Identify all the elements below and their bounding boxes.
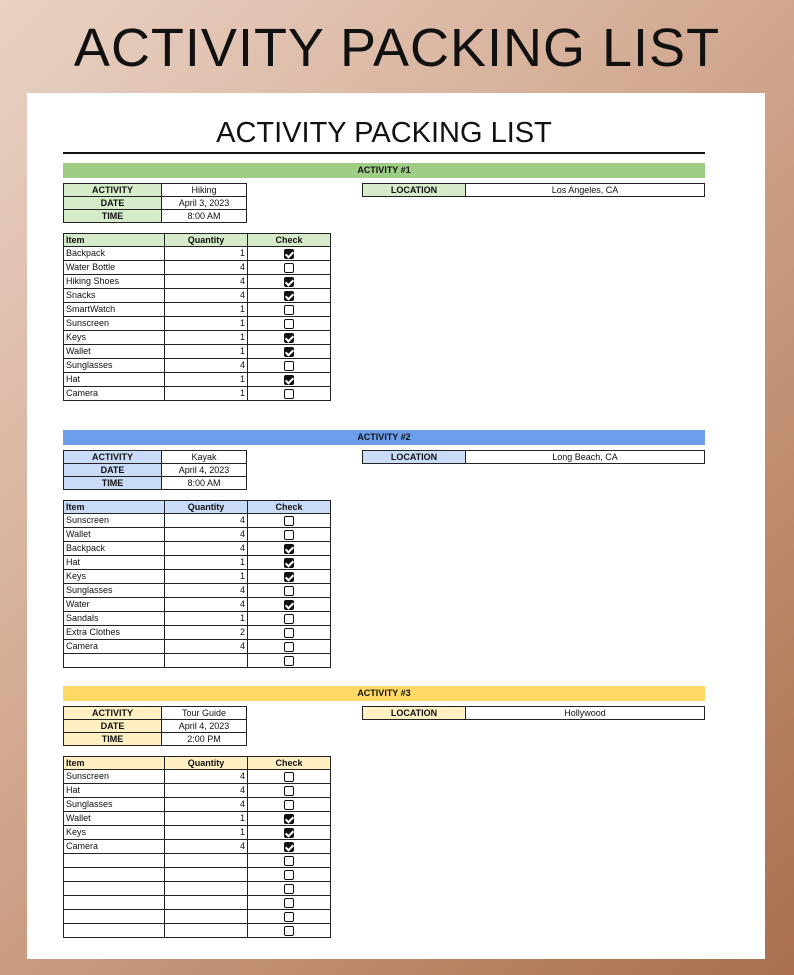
item-name-cell[interactable]: Sunscreen (64, 514, 165, 528)
checkbox-unchecked[interactable] (284, 516, 294, 526)
time-row (64, 477, 247, 490)
item-row (64, 612, 331, 626)
item-name-cell[interactable] (64, 896, 165, 910)
item-quantity-cell[interactable]: 1 (165, 556, 248, 570)
item-row (64, 303, 331, 317)
item-check-cell (248, 556, 331, 570)
item-quantity-cell[interactable]: 4 (165, 359, 248, 373)
item-name-cell[interactable]: Wallet (64, 528, 165, 542)
item-row (64, 570, 331, 584)
check-column-header: Check (248, 234, 331, 247)
item-row (64, 896, 331, 910)
item-quantity-cell[interactable]: 4 (165, 275, 248, 289)
checkbox-unchecked[interactable] (284, 586, 294, 596)
item-name-cell[interactable]: Hat (64, 556, 165, 570)
activity-value[interactable]: Tour Guide (162, 707, 247, 720)
activity-section-2 (63, 430, 705, 676)
item-check-cell (248, 812, 331, 826)
activity-value[interactable]: Hiking (162, 184, 247, 197)
item-name-cell[interactable]: Keys (64, 826, 165, 840)
item-row (64, 840, 331, 854)
location-table (362, 450, 705, 464)
item-column-header: Item (64, 757, 165, 770)
item-check-cell (248, 910, 331, 924)
item-name-cell[interactable]: Snacks (64, 289, 165, 303)
checkbox-unchecked[interactable] (284, 642, 294, 652)
item-row (64, 854, 331, 868)
checkbox-unchecked[interactable] (284, 786, 294, 796)
checkbox-unchecked[interactable] (284, 800, 294, 810)
item-quantity-cell[interactable]: 4 (165, 542, 248, 556)
quantity-column-header: Quantity (165, 501, 248, 514)
checkbox-checked[interactable] (284, 828, 294, 838)
checkbox-unchecked[interactable] (284, 898, 294, 908)
checkbox-unchecked[interactable] (284, 628, 294, 638)
checkbox-checked[interactable] (284, 544, 294, 554)
item-row (64, 373, 331, 387)
item-quantity-cell[interactable]: 1 (165, 317, 248, 331)
item-quantity-cell[interactable]: 1 (165, 247, 248, 261)
item-name-cell[interactable]: SmartWatch (64, 303, 165, 317)
checkbox-unchecked[interactable] (284, 614, 294, 624)
item-quantity-cell[interactable] (165, 882, 248, 896)
activity-row (64, 451, 247, 464)
activity-label: ACTIVITY (64, 451, 162, 464)
item-check-cell (248, 924, 331, 938)
time-row (64, 733, 247, 746)
item-check-cell (248, 528, 331, 542)
location-label: LOCATION (363, 184, 466, 197)
checkbox-unchecked[interactable] (284, 870, 294, 880)
item-quantity-cell[interactable] (165, 896, 248, 910)
item-check-cell (248, 570, 331, 584)
item-check-cell (248, 331, 331, 345)
item-check-cell (248, 387, 331, 401)
item-name-cell[interactable]: Hat (64, 784, 165, 798)
item-name-cell[interactable]: Camera (64, 840, 165, 854)
item-name-cell[interactable]: Sunglasses (64, 359, 165, 373)
item-name-cell[interactable]: Hat (64, 373, 165, 387)
time-row (64, 210, 247, 223)
item-quantity-cell[interactable]: 4 (165, 514, 248, 528)
item-name-cell[interactable]: Water Bottle (64, 261, 165, 275)
checkbox-checked[interactable] (284, 558, 294, 568)
checkbox-checked[interactable] (284, 333, 294, 343)
item-name-cell[interactable]: Camera (64, 640, 165, 654)
item-row (64, 640, 331, 654)
items-header-row (64, 234, 331, 247)
item-row (64, 598, 331, 612)
item-row (64, 331, 331, 345)
item-check-cell (248, 514, 331, 528)
activity-value[interactable]: Kayak (162, 451, 247, 464)
checkbox-unchecked[interactable] (284, 926, 294, 936)
item-check-cell (248, 896, 331, 910)
packing-list-sheet (27, 93, 765, 959)
item-row (64, 812, 331, 826)
date-row (64, 197, 247, 210)
item-name-cell[interactable]: Keys (64, 570, 165, 584)
activity-label: ACTIVITY (64, 184, 162, 197)
item-row (64, 556, 331, 570)
item-quantity-cell[interactable]: 2 (165, 626, 248, 640)
items-body (64, 770, 331, 938)
item-name-cell[interactable] (64, 882, 165, 896)
item-quantity-cell[interactable]: 1 (165, 812, 248, 826)
checkbox-unchecked[interactable] (284, 884, 294, 894)
item-name-cell[interactable]: Hiking Shoes (64, 275, 165, 289)
items-table (63, 233, 331, 401)
item-name-cell[interactable] (64, 924, 165, 938)
item-name-cell[interactable] (64, 910, 165, 924)
location-row (363, 184, 705, 197)
item-row (64, 826, 331, 840)
item-quantity-cell[interactable]: 4 (165, 528, 248, 542)
item-column-header: Item (64, 501, 165, 514)
date-value[interactable]: April 3, 2023 (162, 197, 247, 210)
item-check-cell (248, 247, 331, 261)
item-row (64, 317, 331, 331)
activity-info-table (63, 183, 247, 223)
item-name-cell[interactable]: Extra Clothes (64, 626, 165, 640)
location-value[interactable]: Long Beach, CA (466, 451, 705, 464)
item-quantity-cell[interactable]: 4 (165, 798, 248, 812)
item-quantity-cell[interactable]: 1 (165, 387, 248, 401)
item-check-cell (248, 770, 331, 784)
activity-row (64, 707, 247, 720)
checkbox-checked[interactable] (284, 375, 294, 385)
item-name-cell[interactable]: Keys (64, 331, 165, 345)
location-label: LOCATION (363, 451, 466, 464)
location-table (362, 183, 705, 197)
item-check-cell (248, 373, 331, 387)
item-row (64, 584, 331, 598)
item-check-cell (248, 598, 331, 612)
check-column-header: Check (248, 501, 331, 514)
checkbox-unchecked[interactable] (284, 656, 294, 666)
item-quantity-cell[interactable]: 4 (165, 770, 248, 784)
location-label: LOCATION (363, 707, 466, 720)
date-value[interactable]: April 4, 2023 (162, 464, 247, 477)
items-body (64, 247, 331, 401)
item-check-cell (248, 303, 331, 317)
checkbox-unchecked[interactable] (284, 361, 294, 371)
items-table (63, 500, 331, 668)
item-check-cell (248, 289, 331, 303)
time-label: TIME (64, 210, 162, 223)
time-value[interactable]: 8:00 AM (162, 477, 247, 490)
item-check-cell (248, 345, 331, 359)
checkbox-checked[interactable] (284, 277, 294, 287)
title-divider (63, 152, 705, 154)
checkbox-checked[interactable] (284, 347, 294, 357)
item-quantity-cell[interactable] (165, 854, 248, 868)
item-column-header: Item (64, 234, 165, 247)
item-row (64, 275, 331, 289)
items-body (64, 514, 331, 668)
quantity-column-header: Quantity (165, 234, 248, 247)
item-quantity-cell[interactable]: 1 (165, 303, 248, 317)
date-label: DATE (64, 464, 162, 477)
item-row (64, 924, 331, 938)
checkbox-checked[interactable] (284, 842, 294, 852)
item-check-cell (248, 640, 331, 654)
item-row (64, 359, 331, 373)
checkbox-unchecked[interactable] (284, 263, 294, 273)
checkbox-unchecked[interactable] (284, 856, 294, 866)
item-quantity-cell[interactable]: 4 (165, 598, 248, 612)
item-check-cell (248, 261, 331, 275)
location-table (362, 706, 705, 720)
date-label: DATE (64, 197, 162, 210)
checkbox-checked[interactable] (284, 249, 294, 259)
location-row (363, 451, 705, 464)
checkbox-unchecked[interactable] (284, 772, 294, 782)
item-check-cell (248, 542, 331, 556)
activity-info-table (63, 450, 247, 490)
activity-section-1 (63, 163, 705, 409)
sheet-title: ACTIVITY PACKING LIST (216, 117, 552, 149)
time-label: TIME (64, 733, 162, 746)
item-row (64, 626, 331, 640)
item-name-cell[interactable]: Camera (64, 387, 165, 401)
item-name-cell[interactable]: Water (64, 598, 165, 612)
item-name-cell[interactable]: Backpack (64, 542, 165, 556)
section-header-band: ACTIVITY #3 (63, 686, 705, 701)
section-header-band: ACTIVITY #2 (63, 430, 705, 445)
time-label: TIME (64, 477, 162, 490)
location-value[interactable]: Hollywood (466, 707, 705, 720)
item-row (64, 770, 331, 784)
checkbox-checked[interactable] (284, 291, 294, 301)
item-name-cell[interactable]: Wallet (64, 812, 165, 826)
item-quantity-cell[interactable]: 4 (165, 289, 248, 303)
item-check-cell (248, 626, 331, 640)
item-quantity-cell[interactable]: 4 (165, 261, 248, 275)
item-quantity-cell[interactable] (165, 924, 248, 938)
item-row (64, 289, 331, 303)
item-check-cell (248, 317, 331, 331)
banner-title: ACTIVITY PACKING LIST (73, 18, 721, 78)
item-quantity-cell[interactable]: 1 (165, 373, 248, 387)
location-row (363, 707, 705, 720)
activity-row (64, 184, 247, 197)
time-value[interactable]: 2:00 PM (162, 733, 247, 746)
item-name-cell[interactable]: Sunglasses (64, 798, 165, 812)
item-name-cell[interactable] (64, 654, 165, 668)
item-row (64, 784, 331, 798)
item-row (64, 654, 331, 668)
location-value[interactable]: Los Angeles, CA (466, 184, 705, 197)
date-row (64, 720, 247, 733)
item-row (64, 345, 331, 359)
item-check-cell (248, 784, 331, 798)
item-check-cell (248, 826, 331, 840)
item-quantity-cell[interactable] (165, 910, 248, 924)
date-value[interactable]: April 4, 2023 (162, 720, 247, 733)
items-header-row (64, 757, 331, 770)
item-quantity-cell[interactable] (165, 654, 248, 668)
item-name-cell[interactable]: Wallet (64, 345, 165, 359)
checkbox-checked[interactable] (284, 572, 294, 582)
quantity-column-header: Quantity (165, 757, 248, 770)
item-name-cell[interactable]: Backpack (64, 247, 165, 261)
item-row (64, 882, 331, 896)
item-name-cell[interactable] (64, 854, 165, 868)
item-row (64, 261, 331, 275)
item-row (64, 247, 331, 261)
section-header-band: ACTIVITY #1 (63, 163, 705, 178)
checkbox-unchecked[interactable] (284, 530, 294, 540)
items-table (63, 756, 331, 938)
item-check-cell (248, 854, 331, 868)
item-check-cell (248, 584, 331, 598)
item-quantity-cell[interactable]: 1 (165, 826, 248, 840)
item-name-cell[interactable]: Sunglasses (64, 584, 165, 598)
item-name-cell[interactable]: Sunscreen (64, 770, 165, 784)
item-check-cell (248, 612, 331, 626)
item-name-cell[interactable]: Sunscreen (64, 317, 165, 331)
checkbox-checked[interactable] (284, 814, 294, 824)
item-check-cell (248, 882, 331, 896)
item-row (64, 868, 331, 882)
item-check-cell (248, 840, 331, 854)
checkbox-unchecked[interactable] (284, 305, 294, 315)
checkbox-unchecked[interactable] (284, 389, 294, 399)
items-header-row (64, 501, 331, 514)
item-quantity-cell[interactable]: 1 (165, 612, 248, 626)
item-name-cell[interactable] (64, 868, 165, 882)
item-quantity-cell[interactable]: 4 (165, 584, 248, 598)
item-check-cell (248, 868, 331, 882)
activity-label: ACTIVITY (64, 707, 162, 720)
item-row (64, 387, 331, 401)
item-quantity-cell[interactable]: 4 (165, 840, 248, 854)
checkbox-unchecked[interactable] (284, 319, 294, 329)
item-check-cell (248, 798, 331, 812)
item-row (64, 514, 331, 528)
item-name-cell[interactable]: Sandals (64, 612, 165, 626)
item-check-cell (248, 359, 331, 373)
item-row (64, 542, 331, 556)
item-check-cell (248, 654, 331, 668)
item-row (64, 798, 331, 812)
activity-info-table (63, 706, 247, 746)
item-quantity-cell[interactable]: 4 (165, 784, 248, 798)
check-column-header: Check (248, 757, 331, 770)
item-quantity-cell[interactable]: 1 (165, 345, 248, 359)
item-quantity-cell[interactable] (165, 868, 248, 882)
activity-section-3 (63, 686, 705, 946)
item-row (64, 910, 331, 924)
checkbox-checked[interactable] (284, 600, 294, 610)
item-quantity-cell[interactable]: 4 (165, 640, 248, 654)
item-quantity-cell[interactable]: 1 (165, 570, 248, 584)
date-label: DATE (64, 720, 162, 733)
item-row (64, 528, 331, 542)
item-quantity-cell[interactable]: 1 (165, 331, 248, 345)
item-check-cell (248, 275, 331, 289)
time-value[interactable]: 8:00 AM (162, 210, 247, 223)
checkbox-unchecked[interactable] (284, 912, 294, 922)
date-row (64, 464, 247, 477)
